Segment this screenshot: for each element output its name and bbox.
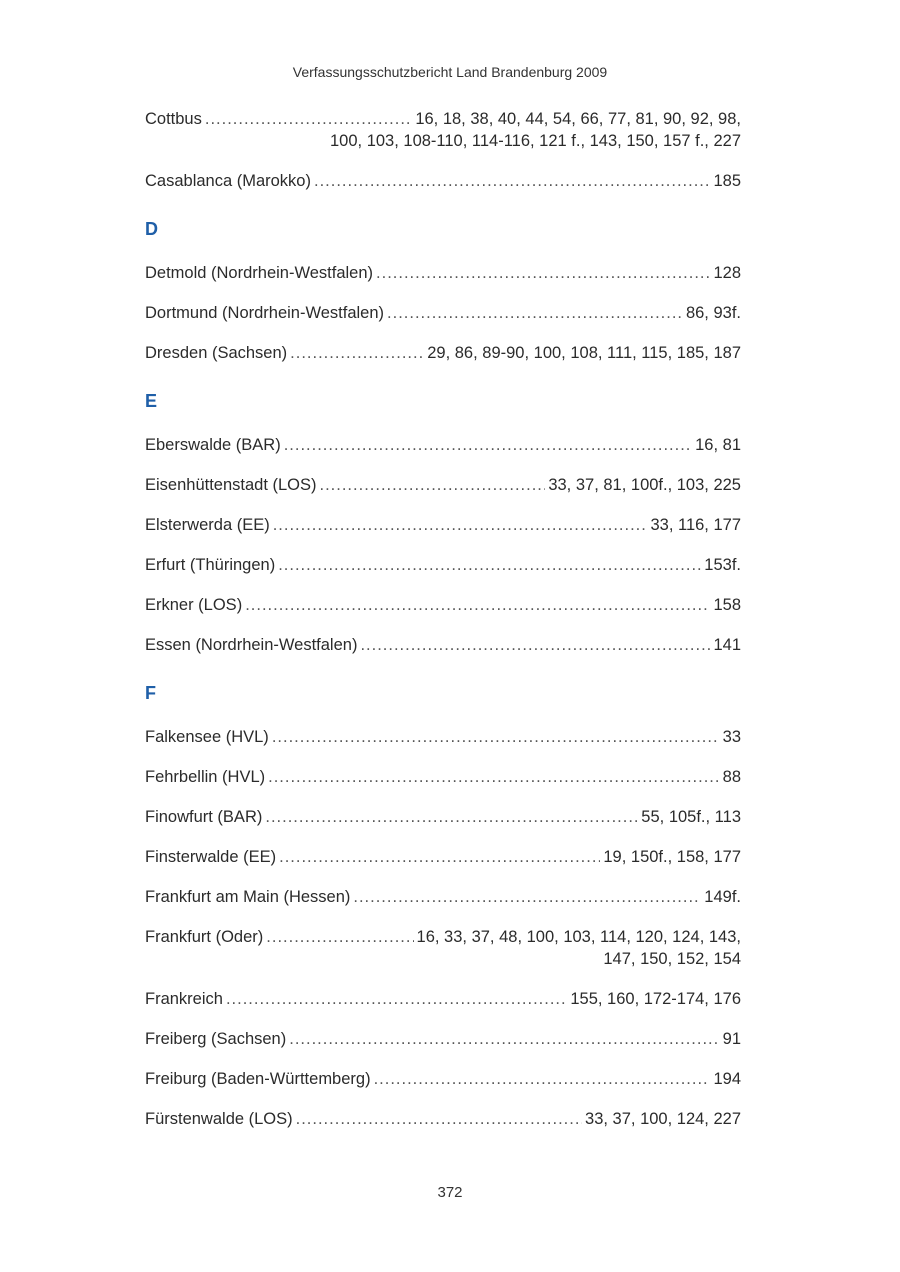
index-entry <box>145 302 741 324</box>
dot-leader <box>226 988 567 1010</box>
section-letter-e: E <box>145 391 158 411</box>
dot-leader <box>284 434 692 456</box>
dot-leader <box>289 1028 719 1050</box>
index-entry <box>145 806 741 828</box>
entry-pages: 194 <box>713 1070 741 1088</box>
dot-leader <box>268 766 720 788</box>
entry-pages: 33, 116, 177 <box>650 516 741 534</box>
index-entry <box>145 988 741 1010</box>
entry-pages: 128 <box>713 264 741 282</box>
dot-leader <box>360 634 710 656</box>
index-entry <box>145 262 741 284</box>
entry-name: Elsterwerda (EE) <box>145 516 270 534</box>
index-entry <box>145 926 741 970</box>
dot-leader <box>272 726 720 748</box>
entry-name: Dresden (Sachsen) <box>145 344 288 362</box>
index-entry <box>145 342 741 364</box>
entry-name: Dortmund (Nordrhein-Westfalen) <box>145 304 385 322</box>
entry-pages: 33 <box>722 728 741 746</box>
entry-pages: 55, 105f., 113 <box>641 808 741 826</box>
running-header: Verfassungsschutzbericht Land Brandenburg 2009 <box>292 64 608 80</box>
entry-pages: 16, 18, 38, 40, 44, 54, 66, 77, 81, 90, 92, 98, <box>415 110 741 128</box>
entry-pages: 33, 37, 81, 100f., 103, 225 <box>548 476 741 494</box>
entry-name: Falkensee (HVL) <box>145 728 269 746</box>
page-number: 372 <box>437 1184 463 1201</box>
entry-name: Essen (Nordrhein-Westfalen) <box>145 636 358 654</box>
entry-name: Casablanca (Marokko) <box>145 172 311 190</box>
entry-pages: 16, 33, 37, 48, 100, 103, 114, 120, 124, 143, <box>416 928 741 946</box>
index-entry <box>145 1108 741 1130</box>
index-entry <box>145 1068 741 1090</box>
dot-leader <box>353 886 701 908</box>
index-entry <box>145 434 741 456</box>
entry-name: Finowfurt (BAR) <box>145 808 263 826</box>
dot-leader <box>245 594 710 616</box>
section-letter-f: F <box>145 683 156 703</box>
index-entry <box>145 594 741 616</box>
entry-pages: 33, 37, 100, 124, 227 <box>585 1110 741 1128</box>
index-entry <box>145 886 741 908</box>
dot-leader <box>273 514 648 536</box>
entry-pages: 155, 160, 172-174, 176 <box>570 990 741 1008</box>
entry-pages-continued: 147, 150, 152, 154 <box>603 950 741 968</box>
entry-pages: 19, 150f., 158, 177 <box>603 848 741 866</box>
entry-name: Erfurt (Thüringen) <box>145 556 276 574</box>
entry-name: Freiburg (Baden-Württemberg) <box>145 1070 371 1088</box>
entry-pages: 91 <box>722 1030 741 1048</box>
index-list <box>145 108 741 1130</box>
dot-leader <box>279 846 600 868</box>
entry-name: Frankreich <box>145 990 223 1008</box>
entry-pages: 29, 86, 89-90, 100, 108, 111, 115, 185, 187 <box>427 344 741 362</box>
index-entry <box>145 474 741 496</box>
entry-pages: 16, 81 <box>695 436 741 454</box>
entry-name: Eisenhüttenstadt (LOS) <box>145 476 317 494</box>
index-entry <box>145 514 741 536</box>
entry-name: Cottbus <box>145 110 202 128</box>
index-entry <box>145 766 741 788</box>
entry-pages: 149f. <box>704 888 741 906</box>
index-entry <box>145 1028 741 1050</box>
entry-name: Fehrbellin (HVL) <box>145 768 266 786</box>
dot-leader <box>320 474 546 496</box>
index-entry <box>145 846 741 868</box>
entry-name: Finsterwalde (EE) <box>145 848 277 866</box>
dot-leader <box>290 342 424 364</box>
entry-pages: 141 <box>713 636 741 654</box>
entry-pages: 86, 93f. <box>685 304 741 322</box>
entry-pages: 185 <box>713 172 741 190</box>
dot-leader <box>205 108 412 130</box>
dot-leader <box>296 1108 582 1130</box>
dot-leader <box>387 302 683 324</box>
entry-name: Freiberg (Sachsen) <box>145 1030 287 1048</box>
entry-name: Erkner (LOS) <box>145 596 243 614</box>
dot-leader <box>374 1068 711 1090</box>
dot-leader <box>265 806 638 828</box>
section-letter-d: D <box>145 219 158 239</box>
entry-name: Detmold (Nordrhein-Westfalen) <box>145 264 374 282</box>
entry-name: Fürstenwalde (LOS) <box>145 1110 293 1128</box>
entry-name: Eberswalde (BAR) <box>145 436 281 454</box>
index-entry <box>145 170 741 192</box>
index-entry <box>145 634 741 656</box>
index-entry <box>145 108 741 152</box>
entry-name: Frankfurt am Main (Hessen) <box>145 888 351 906</box>
dot-leader <box>278 554 701 576</box>
index-entry <box>145 726 741 748</box>
entry-pages: 153f. <box>704 556 741 574</box>
dot-leader <box>376 262 710 284</box>
index-entry <box>145 554 741 576</box>
entry-pages: 88 <box>722 768 741 786</box>
dot-leader <box>314 170 710 192</box>
entry-name: Frankfurt (Oder) <box>145 928 264 946</box>
entry-pages-continued: 100, 103, 108-110, 114-116, 121 f., 143, 150, 157 f., 227 <box>330 132 741 150</box>
entry-pages: 158 <box>713 596 741 614</box>
dot-leader <box>266 926 413 948</box>
